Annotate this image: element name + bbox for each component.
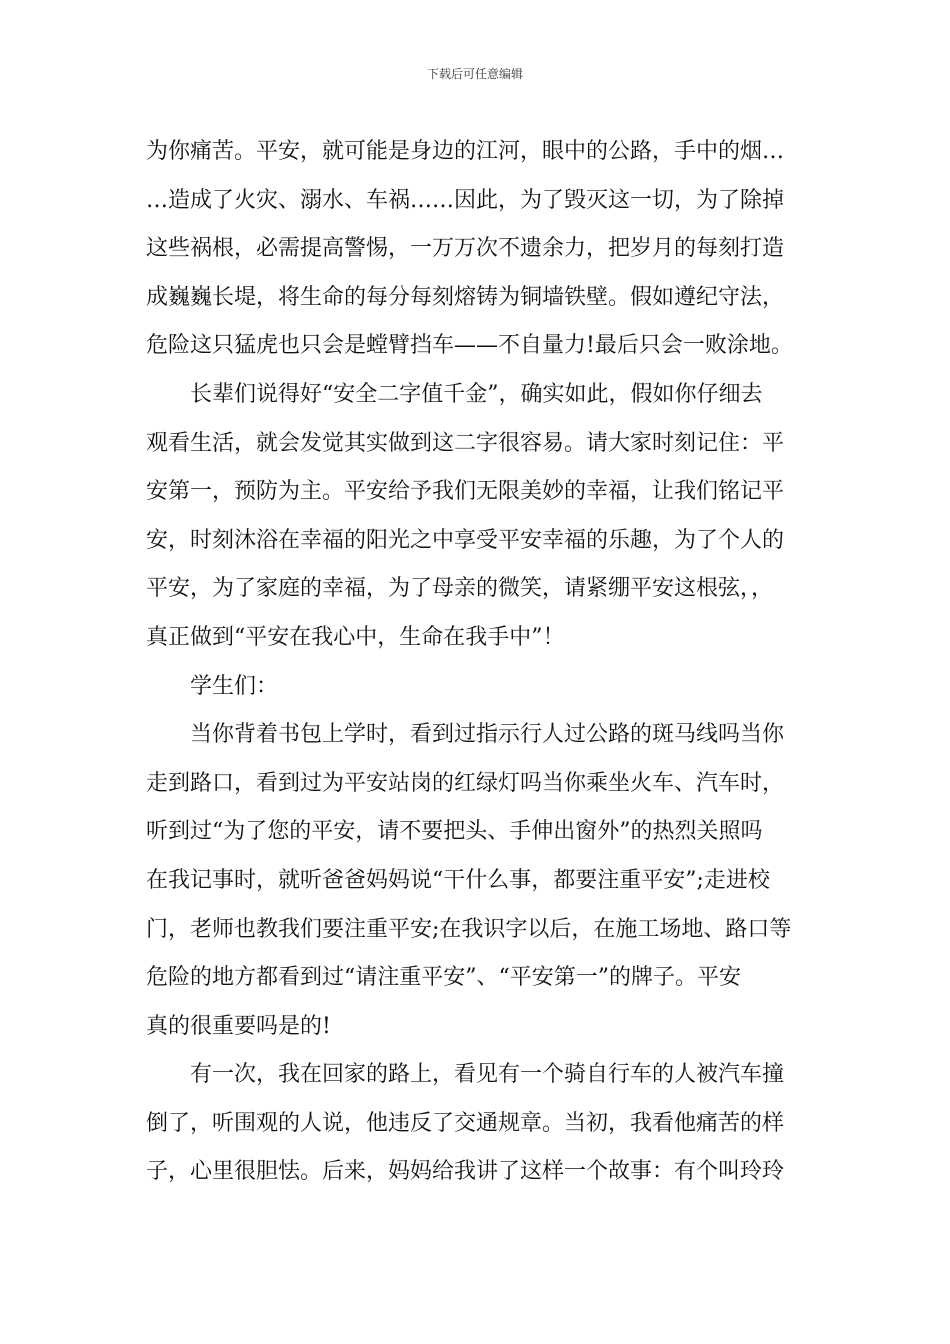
text-line: 当你背着书包上学时，看到过指示行人过公路的斑马线吗当你 [190, 722, 785, 748]
text-line: 安，时刻沐浴在幸福的阳光之中享受平安幸福的乐趣，为了个人的 [146, 527, 785, 553]
paragraph [146, 1051, 798, 1197]
text-line: 安第一，预防为主。平安给予我们无限美妙的幸福，让我们铭记平 [146, 479, 785, 505]
text-line: 子，心里很胆怯。后来，妈妈给我讲了这样一个故事：有个叫玲玲 [146, 1159, 785, 1185]
text-line: 成巍巍长堤，将生命的每分每刻熔铸为铜墙铁壁。假如遵纪守法， [146, 284, 785, 310]
text-line: 长辈们说得好“安全二字值千金”，确实如此，假如你仔细去 [190, 381, 763, 407]
text-line: 危险这只猛虎也只会是螳臂挡车——不自量力!最后只会一败涂地。 [146, 333, 793, 359]
text-line: 倒了，听围观的人说，他违反了交通规章。当初，我看他痛苦的样 [146, 1110, 785, 1136]
text-line: 真正做到“平安在我心中，生命在我手中”！ [146, 624, 565, 650]
paragraph [146, 128, 798, 371]
text-line: 学生们： [190, 673, 279, 699]
document-body [146, 128, 798, 1197]
text-line: 观看生活，就会发觉其实做到这二字很容易。请大家时刻记住：平 [146, 430, 785, 456]
text-line: 危险的地方都看到过“请注重平安”、“平安第一”的牌子。平安 [146, 965, 741, 991]
text-line: 走到路口，看到过为平安站岗的红绿灯吗当你乘坐火车、汽车时， [146, 770, 785, 796]
paragraph [146, 711, 798, 1051]
page-header: 下载后可任意编辑 [426, 67, 523, 81]
paragraph [146, 663, 798, 712]
text-line: 门，老师也教我们要注重平安;在我识字以后，在施工场地、路口等 [146, 916, 792, 942]
text-line: 有一次，我在回家的路上，看见有一个骑自行车的人被汽车撞 [190, 1062, 785, 1088]
paragraph [146, 371, 798, 663]
text-line: …造成了火灾、溺水、车祸……因此，为了毁灭这一切，为了除掉 [146, 187, 785, 213]
text-line: 平安，为了家庭的幸福，为了母亲的微笑，请紧绷平安这根弦，， [146, 576, 774, 602]
text-line: 为你痛苦。平安，就可能是身边的江河，眼中的公路，手中的烟… [146, 139, 785, 164]
text-line: 听到过“为了您的平安，请不要把头、手伸出窗外”的热烈关照吗 [146, 819, 763, 845]
text-line: 这些祸根，必需提高警惕，一万万次不遗余力，把岁月的每刻打造 [146, 236, 785, 262]
text-line: 在我记事时，就听爸爸妈妈说“干什么事，都要注重平安”;走进校 [146, 867, 770, 893]
text-line: 真的很重要吗是的! [146, 1013, 331, 1039]
